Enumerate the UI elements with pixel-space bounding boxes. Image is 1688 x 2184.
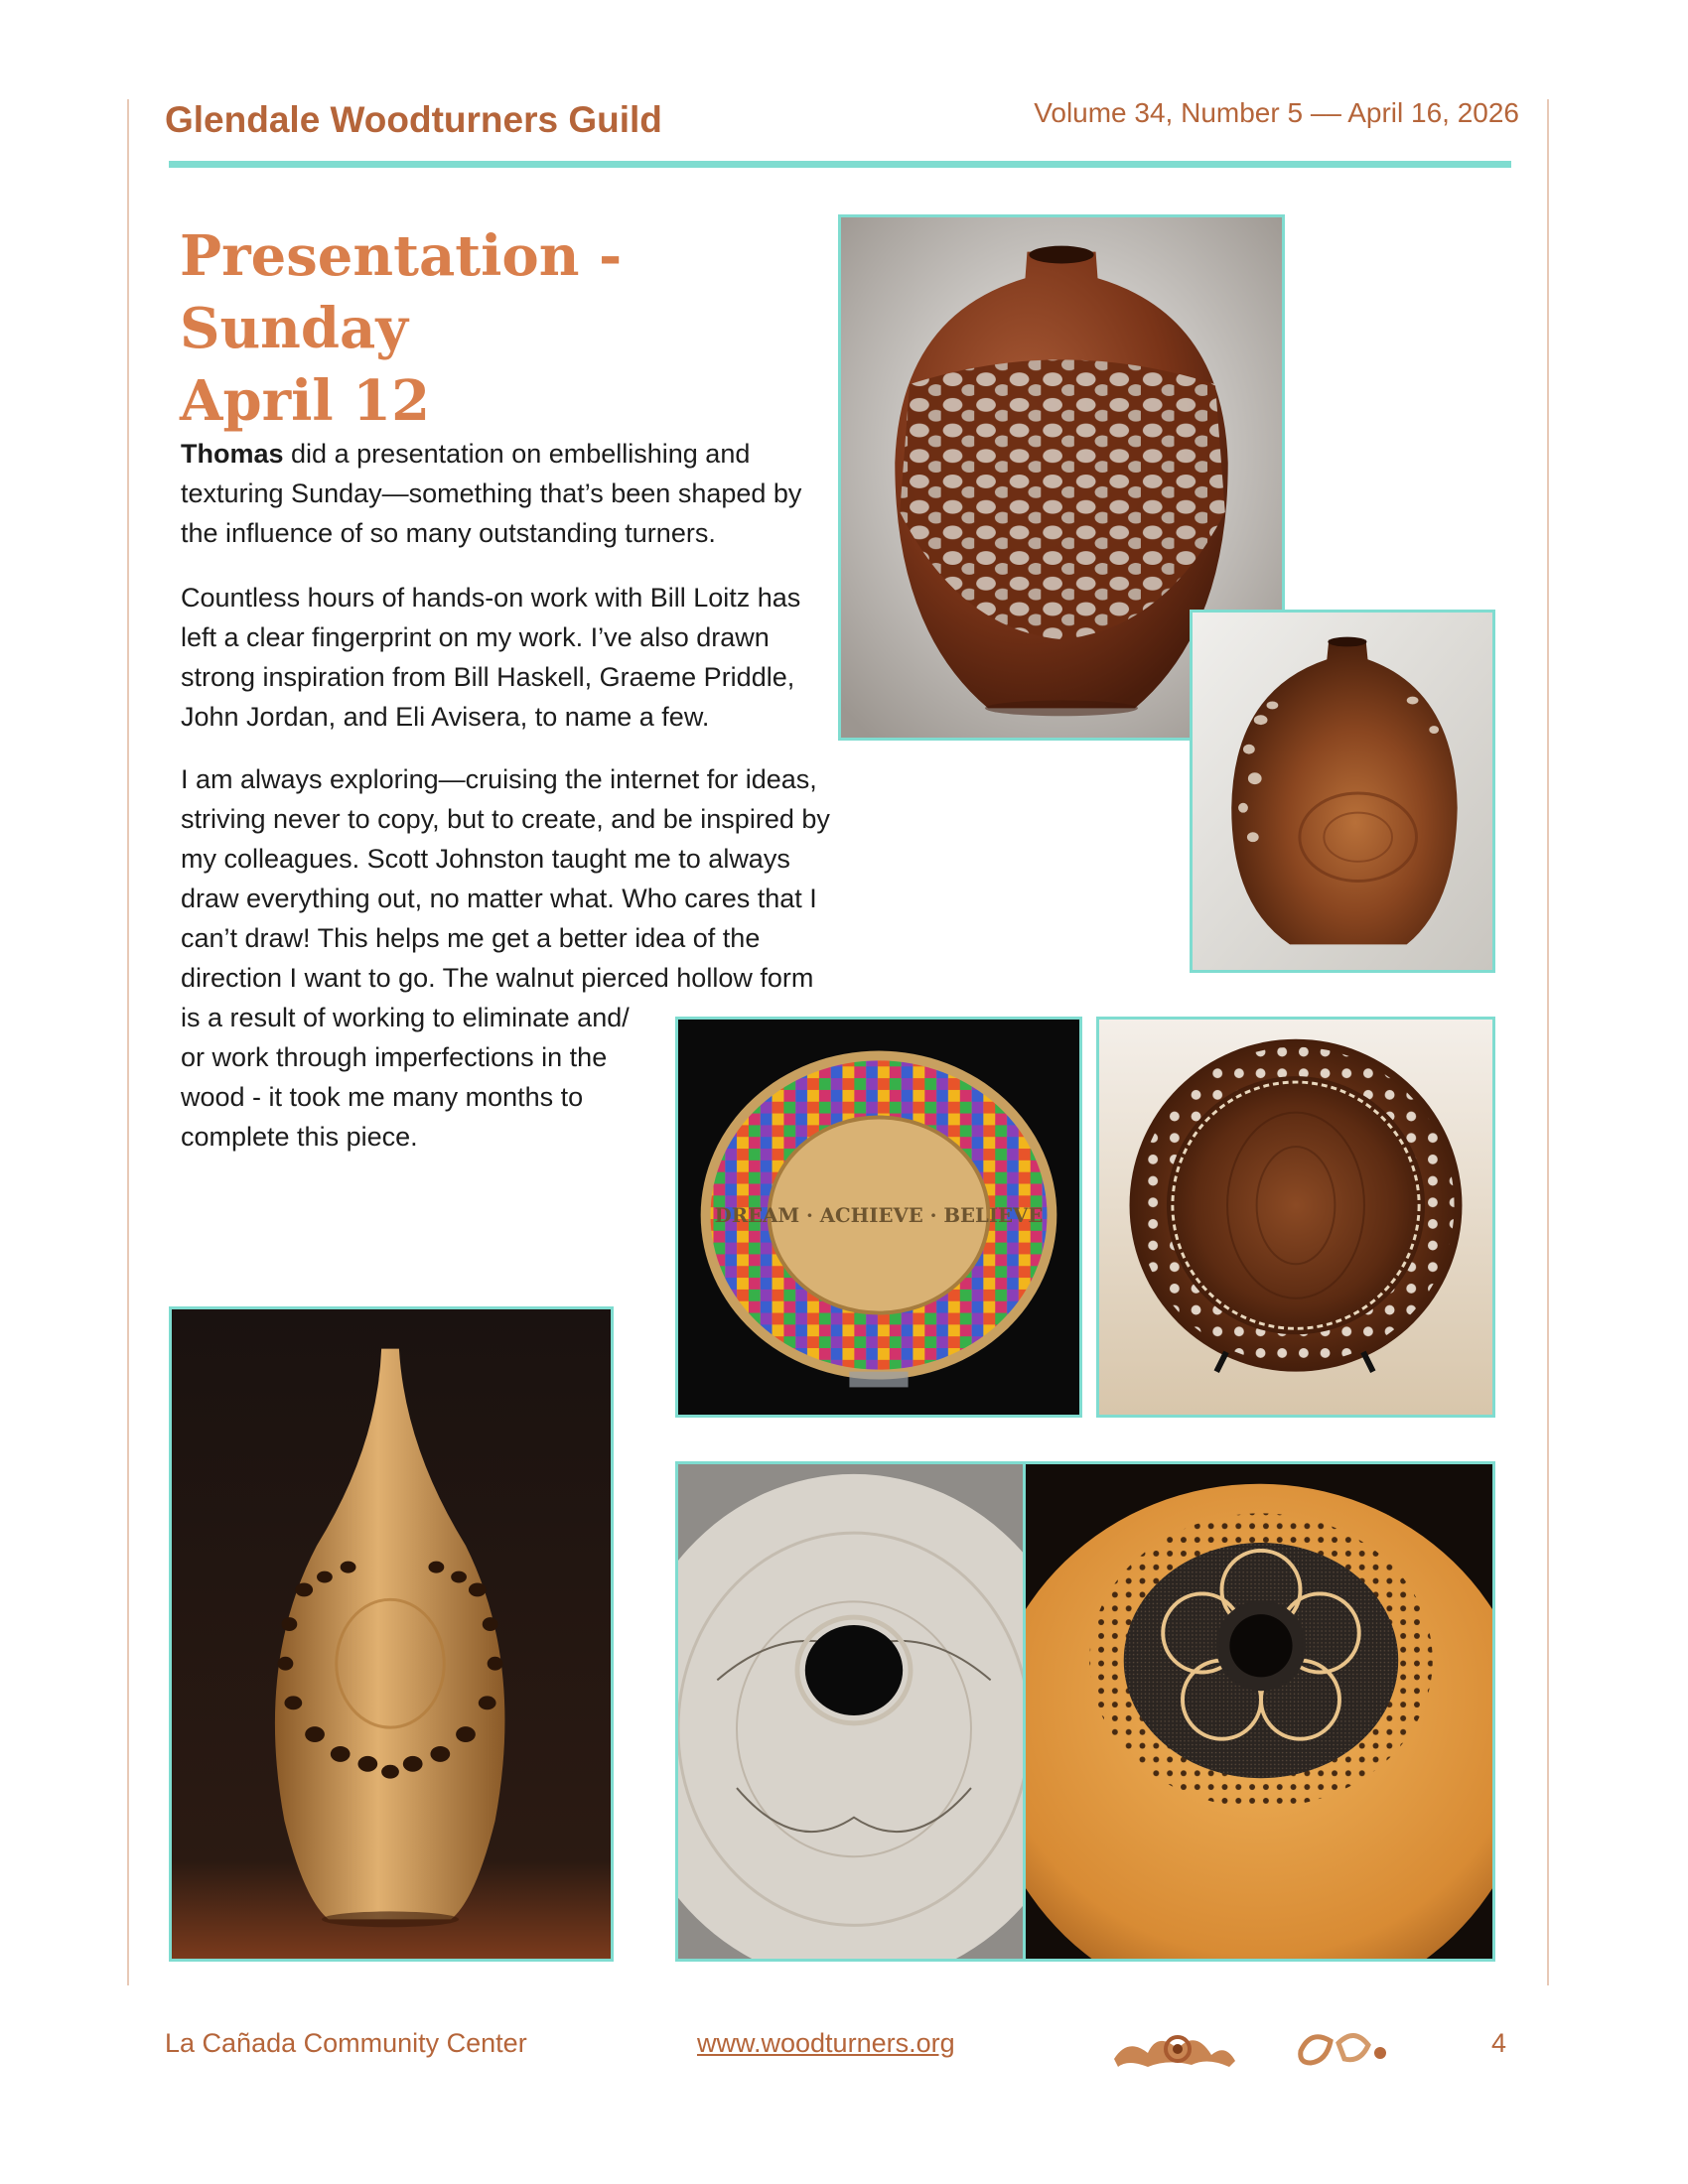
p3-line: is a result of working to eliminate and/ xyxy=(181,1003,630,1032)
paragraph-2 xyxy=(181,578,844,737)
photo-pyrography-hollow-form xyxy=(1023,1461,1495,1962)
p1-line-3: the influence of so many outstanding turners. xyxy=(181,518,716,548)
headline-line-1: Presentation - Sunday xyxy=(180,223,623,361)
article-headline xyxy=(180,220,815,438)
page-number: 4 xyxy=(1491,2028,1507,2058)
footer-venue: La Cañada Community Center xyxy=(165,2028,527,2058)
p1-line-2: texturing Sunday—something that’s been shaped by xyxy=(181,478,802,508)
p1-line-1: did a presentation on embellishing and xyxy=(283,439,751,469)
right-margin-rule xyxy=(1547,99,1549,1985)
p3-line: complete this piece. xyxy=(181,1122,418,1152)
presenter-name: Thomas xyxy=(181,439,284,469)
p2-line: Countless hours of hands-on work with Bill Loitz has xyxy=(181,583,801,613)
photo-pierced-walnut-platter xyxy=(1096,1017,1495,1418)
p3-line: draw everything out, no matter what. Who cares that I xyxy=(181,884,817,913)
photo-bottle-form xyxy=(169,1306,614,1962)
paragraph-1 xyxy=(181,434,844,553)
header-rule xyxy=(169,161,1511,168)
p3-line: direction I want to go. The walnut pierced hollow form xyxy=(181,963,814,993)
woodturning-logo-icon xyxy=(1108,2019,1241,2084)
footer-website-link[interactable]: www.woodturners.org xyxy=(697,2028,955,2058)
p3-line: can’t draw! This helps me get a better idea of the xyxy=(181,923,761,953)
newsletter-title: Glendale Woodturners Guild xyxy=(165,99,662,140)
photo-dream-believe-plate xyxy=(675,1017,1082,1418)
p2-line: John Jordan, and Eli Avisera, to name a few. xyxy=(181,702,710,732)
p2-line: strong inspiration from Bill Haskell, Graeme Priddle, xyxy=(181,662,795,692)
p3-line: wood - it took me many months to xyxy=(181,1082,584,1112)
p3-line: I am always exploring—cruising the internet for ideas, xyxy=(181,764,817,794)
issue-info: Volume 34, Number 5 –– April 16, 2026 xyxy=(1034,97,1519,128)
photo-bleached-hollow-form xyxy=(675,1461,1031,1962)
p2-line: left a clear fingerprint on my work. I’ve also drawn xyxy=(181,622,770,652)
plate-lettering-text: DREAM · ACHIEVE · BELIEVE xyxy=(714,1203,1044,1227)
p3-line: or work through imperfections in the xyxy=(181,1042,608,1072)
shavings-logo-icon xyxy=(1291,2023,1400,2080)
p3-line: my colleagues. Scott Johnston taught me to always xyxy=(181,844,790,874)
headline-line-2: April 12 xyxy=(180,368,431,434)
left-margin-rule xyxy=(127,99,129,1985)
p3-line: striving never to copy, but to create, and be inspired by xyxy=(181,804,830,834)
photo-walnut-hollow-form xyxy=(1190,610,1495,973)
